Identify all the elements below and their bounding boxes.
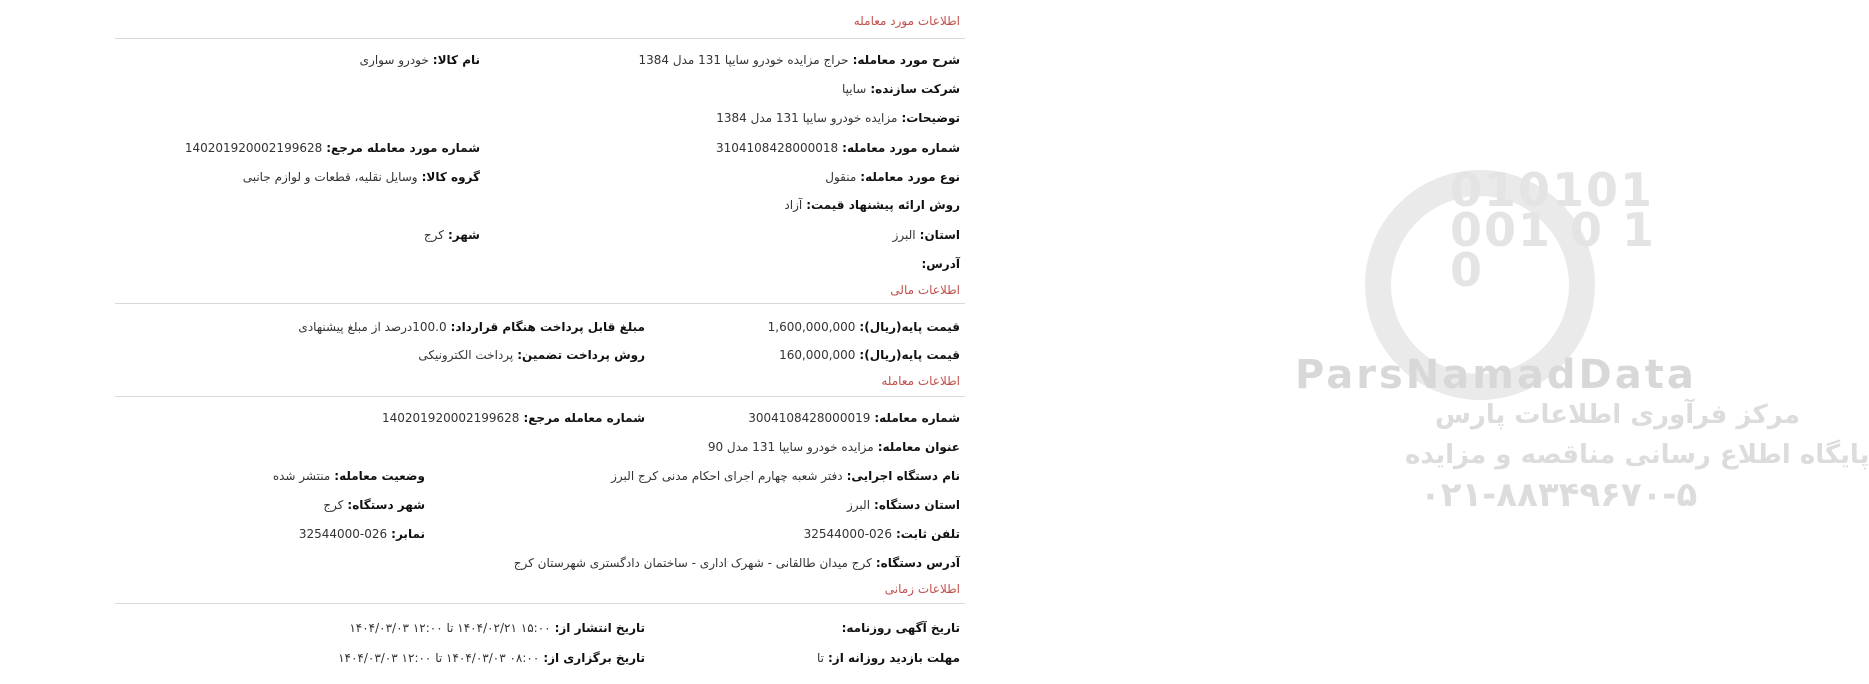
fin-guarantee-value: پرداخت الکترونیکی (418, 348, 514, 362)
section-financial-title: اطلاعات مالی (890, 283, 960, 297)
deal-org-city-value: کرج (323, 498, 344, 512)
deal-phone-value: 026-32544000 (803, 527, 892, 541)
deal-number-value: 3004108428000019 (748, 411, 871, 425)
deal-org (611, 465, 960, 487)
fin-base-price-1 (768, 316, 960, 338)
item-province (893, 224, 960, 246)
deal-status-value: منتشر شده (272, 469, 331, 483)
item-province-value: البرز (892, 228, 916, 242)
item-goods-name (360, 49, 480, 71)
item-offer-method-value: آزاد (784, 198, 803, 212)
divider (115, 38, 965, 39)
item-province-label: استان: (919, 228, 960, 242)
deal-ref-number-value: 140201920002199628 (382, 411, 520, 425)
item-offer-method-label: روش ارائه پیشنهاد قیمت: (806, 198, 960, 212)
divider (115, 303, 965, 304)
watermark-brand: ParsNamadData (1295, 352, 1697, 398)
time-newspaper (838, 617, 960, 639)
fin-base-price-1-value: 1,600,000,000 (767, 320, 856, 334)
section-time-title: اطلاعات زمانی (884, 582, 960, 596)
deal-fax-label: نمابر: (391, 527, 425, 541)
item-desc (638, 49, 960, 71)
section-deal-title: اطلاعات معامله (881, 374, 960, 388)
deal-title-label: عنوان معامله: (877, 440, 960, 454)
section-item-title: اطلاعات مورد معامله (853, 14, 960, 28)
fin-payable (298, 316, 645, 338)
deal-number (748, 407, 960, 429)
fin-payable-value: 100.0درصد از مبلغ پیشنهادی (298, 320, 447, 334)
item-number (716, 137, 960, 159)
item-group-value: وسایل نقلیه، قطعات و لوازم جانبی (242, 170, 418, 184)
deal-org-province (847, 494, 960, 516)
deal-fax-value: 026-32544000 (298, 527, 388, 541)
item-notes (716, 107, 960, 129)
item-offer-method (784, 194, 960, 216)
item-number-label: شماره مورد معامله: (842, 141, 960, 155)
time-publish-label: تاریخ انتشار از: (554, 621, 645, 635)
deal-status (273, 465, 425, 487)
item-city-label: شهر: (448, 228, 480, 242)
deal-ref-number-label: شماره معامله مرجع: (523, 411, 645, 425)
deal-org-value: دفتر شعبه چهارم اجرای احکام مدنی کرج البرز (611, 469, 843, 483)
deal-fax (299, 523, 425, 545)
item-type (825, 166, 960, 188)
item-goods-name-label: نام کالا: (432, 53, 480, 67)
time-visit-value: تا (817, 651, 824, 665)
item-type-value: منقول (825, 170, 857, 184)
deal-org-province-value: البرز (847, 498, 871, 512)
deal-phone-label: تلفن ثابت: (895, 527, 960, 541)
deal-title (708, 436, 960, 458)
item-ref-number-value: 140201920002199628 (184, 141, 323, 155)
item-city (424, 224, 480, 246)
time-publish-value: ۱۵:۰۰ ۱۴۰۴/۰۲/۲۱ تا ۱۲:۰۰ ۱۴۰۴/۰۳/۰۳ (349, 621, 551, 635)
item-ref-number-label: شماره مورد معامله مرجع: (326, 141, 480, 155)
time-newspaper-label: تاریخ آگهی روزنامه: (841, 621, 960, 635)
item-desc-value: حراج مزایده خودرو سایپا 131 مدل 1384 (638, 53, 849, 67)
watermark-logo-icon (1365, 170, 1595, 400)
time-hold-value: ۰۸:۰۰ ۱۴۰۴/۰۳/۰۳ تا ۱۲:۰۰ ۱۴۰۴/۰۳/۰۳ (338, 651, 540, 665)
item-goods-name-value: خودرو سواری (359, 53, 429, 67)
fin-guarantee-label: روش پرداخت تضمین: (517, 348, 645, 362)
time-hold (338, 647, 645, 669)
fin-base-price-1-label: قیمت پایه(ریال): (859, 320, 960, 334)
item-desc-label: شرح مورد معامله: (852, 53, 960, 67)
item-maker-value: سایپا (842, 82, 867, 96)
deal-org-address-label: آدرس دستگاه: (875, 556, 960, 570)
fin-base-price-2-value: 160,000,000 (779, 348, 856, 362)
time-visit-label: مهلت بازدید روزانه از: (828, 651, 960, 665)
deal-ref-number (382, 407, 645, 429)
deal-title-value: مزایده خودرو سایپا 131 مدل 90 (707, 440, 874, 454)
fin-base-price-2-label: قیمت پایه(ریال): (859, 348, 960, 362)
fin-payable-label: مبلغ قابل پرداخت هنگام قرارداد: (450, 320, 645, 334)
fin-base-price-2 (779, 344, 960, 366)
item-maker (842, 78, 960, 100)
item-group (243, 166, 480, 188)
watermark-line1: مرکز فرآوری اطلاعات پارس (1435, 400, 1800, 430)
time-publish (349, 617, 645, 639)
deal-phone (804, 523, 960, 545)
deal-status-label: وضعیت معامله: (334, 469, 425, 483)
deal-org-city (323, 494, 425, 516)
deal-org-address (514, 552, 960, 574)
deal-number-label: شماره معامله: (874, 411, 960, 425)
watermark-line2: پایگاه اطلاع رسانی مناقصه و مزایده (1405, 440, 1869, 470)
item-ref-number (185, 137, 480, 159)
item-city-value: کرج (423, 228, 444, 242)
item-address (917, 253, 960, 275)
item-type-label: نوع مورد معامله: (860, 170, 960, 184)
item-notes-value: مزایده خودرو سایپا 131 مدل 1384 (716, 111, 898, 125)
divider (115, 396, 965, 397)
deal-org-address-value: کرج میدان طالقانی - شهرک اداری - ساختمان دادگستری شهرستان کرج (513, 556, 872, 570)
fin-guarantee (418, 344, 645, 366)
time-visit (817, 647, 960, 669)
item-address-label: آدرس: (921, 257, 960, 271)
item-number-value: 3104108428000018 (716, 141, 839, 155)
divider (115, 603, 965, 604)
deal-org-city-label: شهر دستگاه: (347, 498, 425, 512)
deal-org-label: نام دستگاه اجرایی: (846, 469, 960, 483)
watermark-phone: ۰۲۱-۸۸۳۴۹۶۷۰-۵ (1420, 475, 1698, 515)
item-group-label: گروه کالا: (421, 170, 480, 184)
item-maker-label: شرکت سازنده: (870, 82, 960, 96)
deal-org-province-label: استان دستگاه: (874, 498, 960, 512)
time-hold-label: تاریخ برگزاری از: (543, 651, 645, 665)
watermark-binary: 010101 001 0 1 0 (1450, 163, 1657, 297)
item-notes-label: توضیحات: (901, 111, 960, 125)
